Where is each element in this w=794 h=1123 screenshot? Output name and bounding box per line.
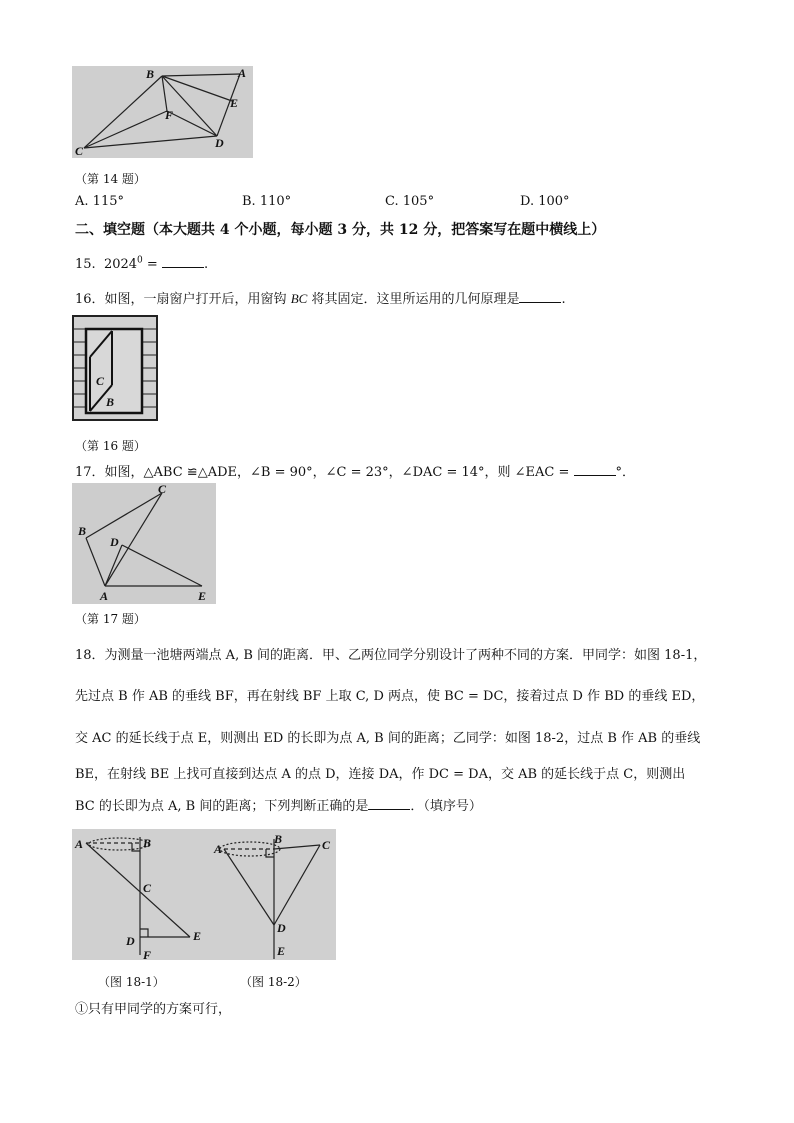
q18-line-5: BC 的长即为点 A, B 间的距离；下列判断正确的是 ．（填序号） xyxy=(75,799,482,814)
q18-caption-2: （图 18-2） xyxy=(240,975,307,989)
q17-label-e: E xyxy=(198,589,207,603)
q15: 15. 2024$^0$ = . xyxy=(75,255,209,272)
q14-option-d: D. 100° xyxy=(520,194,570,209)
q14-label-d: D xyxy=(215,136,224,150)
figure-q17 xyxy=(72,483,216,604)
q14-label-a: A xyxy=(238,66,247,80)
q18-fig1-label-d: D xyxy=(126,934,135,948)
q18-fig2-label-d: D xyxy=(277,921,286,935)
q18-fig1-label-a: A xyxy=(75,837,84,851)
q18-blank xyxy=(368,797,410,810)
q16-label-b: B xyxy=(106,395,115,409)
section2-heading: 二、填空题（本大题共 4 个小题，每小题 3 分，共 12 分，把答案写在题中横线上） xyxy=(75,222,606,238)
q18-fig1-label-e: E xyxy=(193,929,202,943)
q14-label-c: C xyxy=(75,144,84,158)
q17-label-c: C xyxy=(158,483,167,496)
q14-label-e: E xyxy=(230,96,239,110)
q16-caption: （第 16 题） xyxy=(75,439,146,453)
q14-option-b: B. 110° xyxy=(242,194,292,209)
q17-blank xyxy=(574,463,616,476)
q14-caption: （第 14 题） xyxy=(75,172,146,186)
q17-label-b: B xyxy=(78,524,87,538)
q14-option-a: A. 115° xyxy=(75,194,124,209)
q18-line-1: 18．为测量一池塘两端点 A, B 间的距离．甲、乙两位同学分别设计了两种不同的方案．甲同学：如图 18-1， xyxy=(75,648,707,663)
q17-label-a: A xyxy=(100,589,109,603)
q18-fig1-label-c: C xyxy=(143,881,152,895)
q17-label-d: D xyxy=(110,535,119,549)
q18-fig2-label-c: C xyxy=(322,838,331,852)
q18-fig2-label-a: A xyxy=(214,842,223,856)
q16-label-c: C xyxy=(96,374,105,388)
q18-choice-1: ①只有甲同学的方案可行， xyxy=(75,1002,232,1017)
q18-line-4: BE，在射线 BE 上找可直接到达点 A 的点 D，连接 DA，作 DC = DA，交 AB 的延长线于点 C，则测出 xyxy=(75,767,686,782)
figure-q18 xyxy=(72,829,336,960)
q14-option-c: C. 105° xyxy=(385,194,435,209)
figure-q16 xyxy=(72,315,158,421)
q14-label-f: F xyxy=(165,108,174,122)
q18-fig2-label-e: E xyxy=(277,944,286,958)
q14-label-b: B xyxy=(146,67,155,81)
q17-caption: （第 17 题） xyxy=(75,612,146,626)
q16-text: 16．如图，一扇窗户打开后，用窗钩 BC 将其固定．这里所运用的几何原理是 . xyxy=(75,291,566,307)
q15-blank xyxy=(162,255,204,268)
q16-blank xyxy=(519,290,561,303)
figure-q14 xyxy=(72,66,253,158)
q17-text: 17．如图，△ABC ≌△ADE，∠B = 90°，∠C = 23°，∠DAC = 14°，则 ∠EAC = °． xyxy=(75,465,636,480)
q18-fig1-label-b: B xyxy=(143,836,152,850)
q18-fig1-label-f: F xyxy=(143,948,152,960)
q18-fig2-label-b: B xyxy=(274,832,283,846)
q18-caption-1: （图 18-1） xyxy=(98,975,165,989)
q18-line-2: 先过点 B 作 AB 的垂线 BF，再在射线 BF 上取 C, D 两点，使 BC = DC，接着过点 D 作 BD 的垂线 ED， xyxy=(75,689,705,704)
q18-line-3: 交 AC 的延长线于点 E，则测出 ED 的长即为点 A, B 间的距离；乙同学：如图 18-2，过点 B 作 AB 的垂线 xyxy=(75,731,701,746)
